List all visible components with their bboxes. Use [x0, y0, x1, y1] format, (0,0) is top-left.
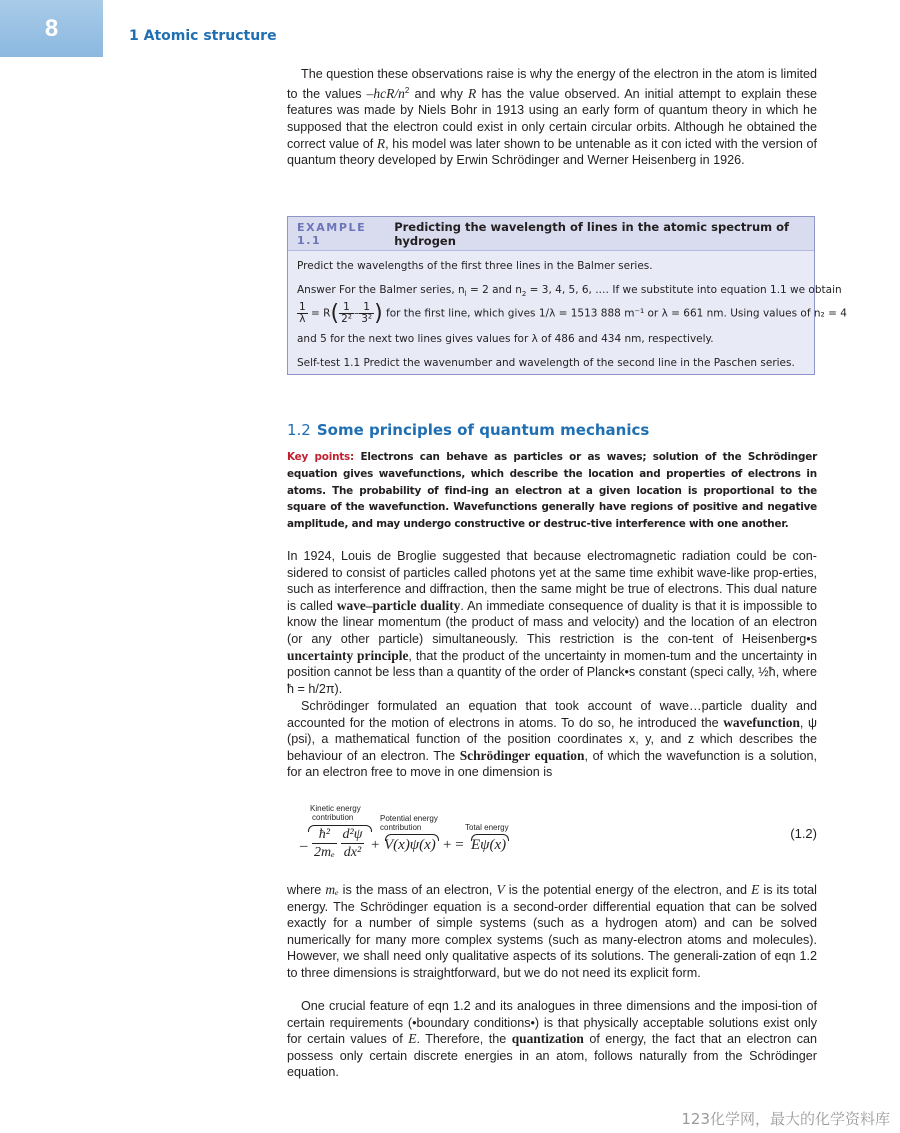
de-broglie-paragraph: In 1924, Louis de Broglie suggested that because electromagnetic radiation could be con-sidered to consist of particles called photons yet at the same time exhibit wave-like prop-erties, such as interference and diffraction, then the same might be true of electrons. This dual nature is called wave–particle duality. An immediate consequence of duality is that it is impossible to know the linear momentum (the product of mass and velocity) and the location of an electron (or any other particle) simultaneously. This restriction is the con-tent of Heisenberg•s uncertainty principle, that the product of the uncertainty in momen-tum and the uncertainty in position cannot be less than a quantity of the order of Planck•s constant (speci cally, ½ħ, where ħ = h/2π). [287, 549, 818, 696]
example-answer: Answer For the Balmer series, $n_l = 2$ and $n_2 = 3$, 4, 5, 6, .… If we substitute into equation 1.1 we obtain [297, 284, 842, 299]
running-head: 1 Atomic structure [129, 28, 277, 44]
example-header [288, 217, 814, 251]
kinetic-label: Kinetic energy contribution [310, 804, 361, 822]
eq-plus: + [371, 837, 380, 853]
example-label: EXAMPLE 1.1 [297, 220, 367, 247]
example-title: Predicting the wavelength of lines in the atomic spectrum of hydrogen [394, 219, 790, 248]
section-title: Some principles of quantum mechanics [316, 421, 650, 439]
example-equation: $\frac{1}{\lambda}$ = R( $\frac{1}{\text{2²}}$ – $\frac{1}{\text{3²}}$ ) for the first line, which gives 1/λ = 1513 888 m⁻¹ or λ = 661 nm. Using values of n₂ = 4 [299, 301, 847, 326]
where-paragraph: where mₑ is the mass of an electron, V is the potential energy of the electron, and E is its total energy. The Schrödinger equation is a second-order differential equation that can be solved exactly for a number of simple systems (such as a hydrogen atom) and can be solved numerically for many more complex systems (such as many-electron atoms and molecules). However, we shall need only qualitative aspects of its solutions. The generali-zation of eqn 1.2 to three dimensions is straightforward, but we do not need its explicit form. [287, 882, 817, 980]
schrodinger-equation [300, 800, 820, 870]
section-number: 1.2 [287, 421, 311, 439]
eq-equals: + = [443, 837, 464, 853]
example-selftest: Self-test 1.1 Predict the wavenumber and wavelength of the second line in the Paschen series. [297, 357, 795, 369]
section-heading [287, 421, 649, 439]
intro-paragraph: The question these observations raise is why the energy of the electron in the atom is limited to the values $-hcR/n^2$ and why R has the value observed. An initial attempt to explain these features was made by Niels Bohr in 1913 using an early form of quantum theory in which he supposed that the electron could exist in only certain circular orbits. Although he obtained the correct value of R, his model was later shown to be untenable as it con icted with the version of quantum theory developed by Erwin Schrödinger and Werner Heisenberg in 1926. [287, 67, 817, 168]
example-question: Predict the wavelengths of the first three lines in the Balmer series. [297, 260, 653, 272]
eq-kinetic-term: $\frac{\text{ħ²}}{\text{2mₑ}}$ $\frac{\text{d²ψ}}{\text{dx²}}$ [314, 827, 363, 860]
frac-one-over-3sq: $\frac{1}{\text{3²}}$ [361, 301, 373, 325]
example-answer-end: and 5 for the next two lines gives values for λ of 486 and 434 nm, respectively. [297, 333, 714, 345]
quantization-paragraph: One crucial feature of eqn 1.2 and its analogues in three dimensions and the imposi-tion of certain requirements (•boundary conditions•) is that physically acceptable solutions exist only for certain values of E. Therefore, the quantization of energy, the fact that an electron can possess only certain discrete energies in an atom, follows naturally from the Schrödinger equation. [287, 999, 818, 1080]
eq-potential-term: V(x)ψ(x) [384, 837, 436, 853]
example-box [287, 216, 847, 375]
schrodinger-paragraph: Schrödinger formulated an equation that took account of wave…particle duality and accounted for the motion of electrons in atoms. To do so, he introduced the wavefunction, ψ (psi), a mathematical function of the position coordinates x, y, and z which describes the behaviour of an electron. The Schrödinger equation, of which the wavefunction is a solution, for an electron free to move in one dimension is [287, 699, 817, 780]
frac-one-over-2sq: $\frac{1}{\text{2²}}$ [341, 301, 352, 325]
equation-number: (1.2) [790, 826, 817, 841]
potential-label: Potential energy contribution [380, 814, 438, 832]
key-points: Key points: Electrons can behave as particles or as waves; solution of the Schrödinger equation gives wavefunctions, which describe the location and properties of electrons in atoms. The probability of find-ing an electron at a given location is proportional to the square of the wavefunction. Wavefunctions generally have regions of positive and negative amplitude, and may undergo constructive or destruc-tive interference with one another. [287, 451, 818, 531]
eq-energy-term: Eψ(x) [471, 837, 507, 853]
eq-minus: – [300, 838, 308, 854]
total-label: Total energy [465, 823, 509, 832]
watermark: 123化学网，最大的化学资料库 [681, 1110, 890, 1128]
page-number: 8 [44, 14, 59, 42]
page-number-tab [0, 0, 103, 57]
frac-one-over-lambda: $\frac{1}{\lambda}$ [299, 301, 306, 325]
